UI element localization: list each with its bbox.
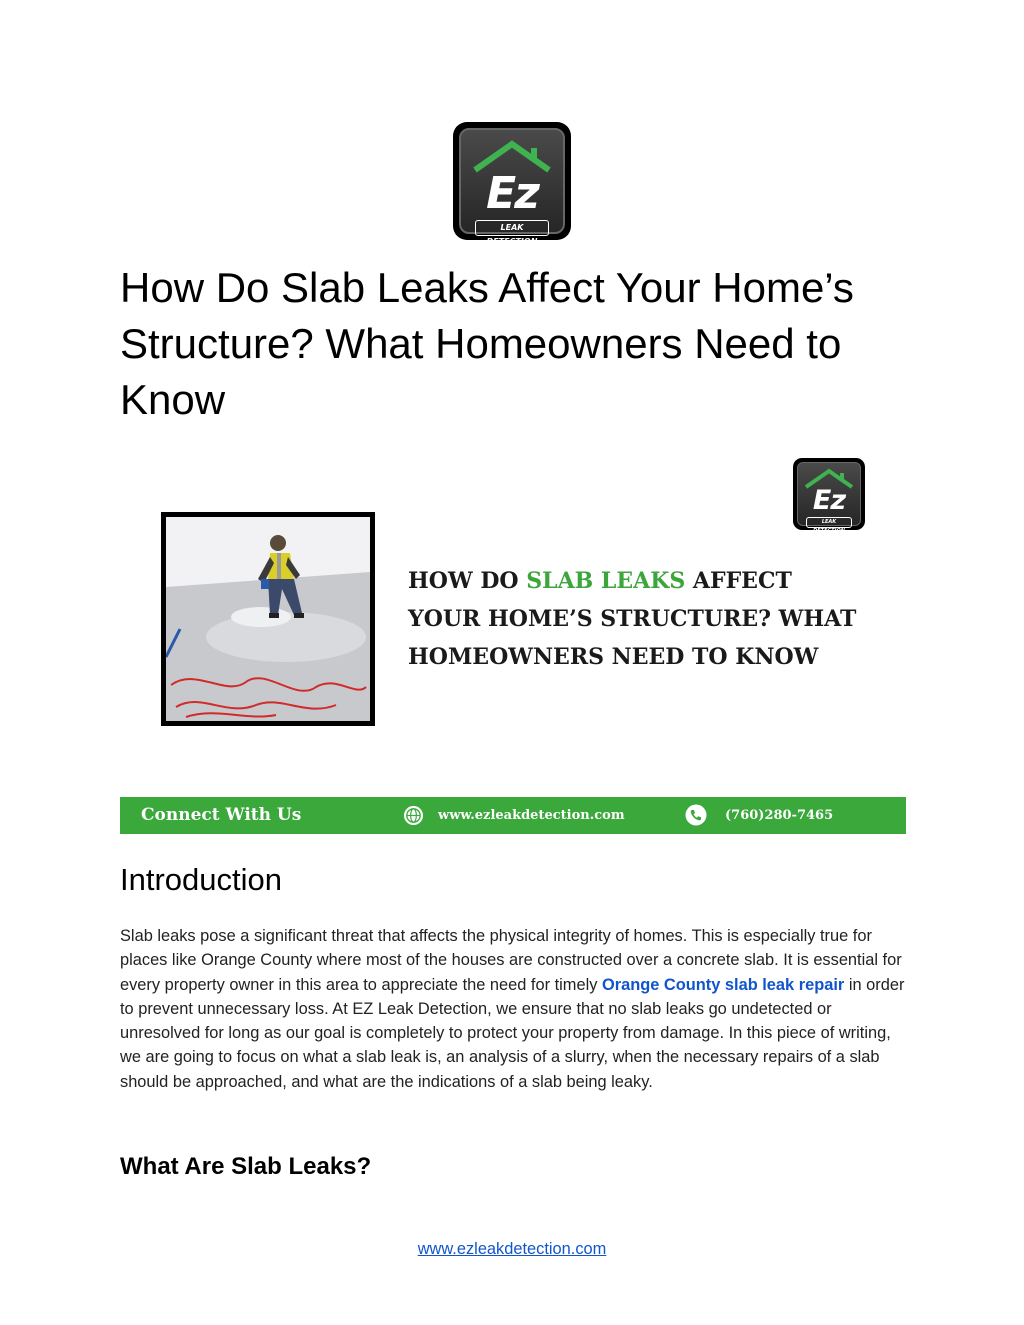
logo-tagline: LEAK DETECTION	[806, 517, 852, 528]
intro-text: in order to prevent unnecessary loss. At EZ Leak Detection, we ensure that no slab leaks go undetected or unresolved for long as our goal is completely to protect your property from damage. In this piece of writing, we are going to focus on what a slab leak is, an analysis of a slurry, when the necessary repairs of a slab should be approached, and what are the indications of a slab being leaky.	[120, 975, 905, 1091]
banner-headline	[408, 562, 868, 676]
contact-bar	[120, 797, 906, 834]
document-title: How Do Slab Leaks Affect Your Home’s Structure? What Homeowners Need to Know	[120, 264, 854, 423]
intro-text: Slab leaks pose a significant threat that affects the physical integrity of homes. This is especially true for places like Orange County where most of the houses are constructed over a concrete slab. It is essential for every property owner in this area to appreciate the need for timely	[120, 927, 902, 994]
logo-wordmark: Ez	[486, 168, 538, 219]
section-heading: What Are Slab Leaks?	[120, 1153, 372, 1180]
logo-tagline: LEAK DETECTION	[475, 220, 549, 236]
technician-illustration	[166, 517, 370, 721]
banner-website: www.ezleakdetection.com	[438, 808, 625, 823]
intro-heading: Introduction	[120, 862, 282, 897]
intro-paragraph	[120, 924, 910, 1094]
connect-label: Connect With Us	[141, 805, 302, 825]
banner-photo	[161, 512, 375, 726]
banner-phone: (760)280-7465	[725, 808, 834, 823]
headline-text: AFFECT YOUR HOME’S STRUCTURE? WHAT HOMEOWNERS NEED TO KNOW	[408, 568, 857, 670]
banner-image	[120, 452, 906, 834]
company-logo	[453, 122, 571, 246]
banner-logo	[793, 458, 865, 534]
phone-icon	[685, 804, 707, 826]
headline-highlight: SLAB LEAKS	[526, 568, 686, 594]
logo-wordmark: Ez	[812, 485, 846, 516]
globe-icon	[403, 805, 424, 826]
slab-leak-repair-link[interactable]: Orange County slab leak repair	[601, 975, 845, 994]
footer-website-link[interactable]: www.ezleakdetection.com	[417, 1240, 607, 1258]
headline-text: HOW DO	[408, 568, 527, 594]
